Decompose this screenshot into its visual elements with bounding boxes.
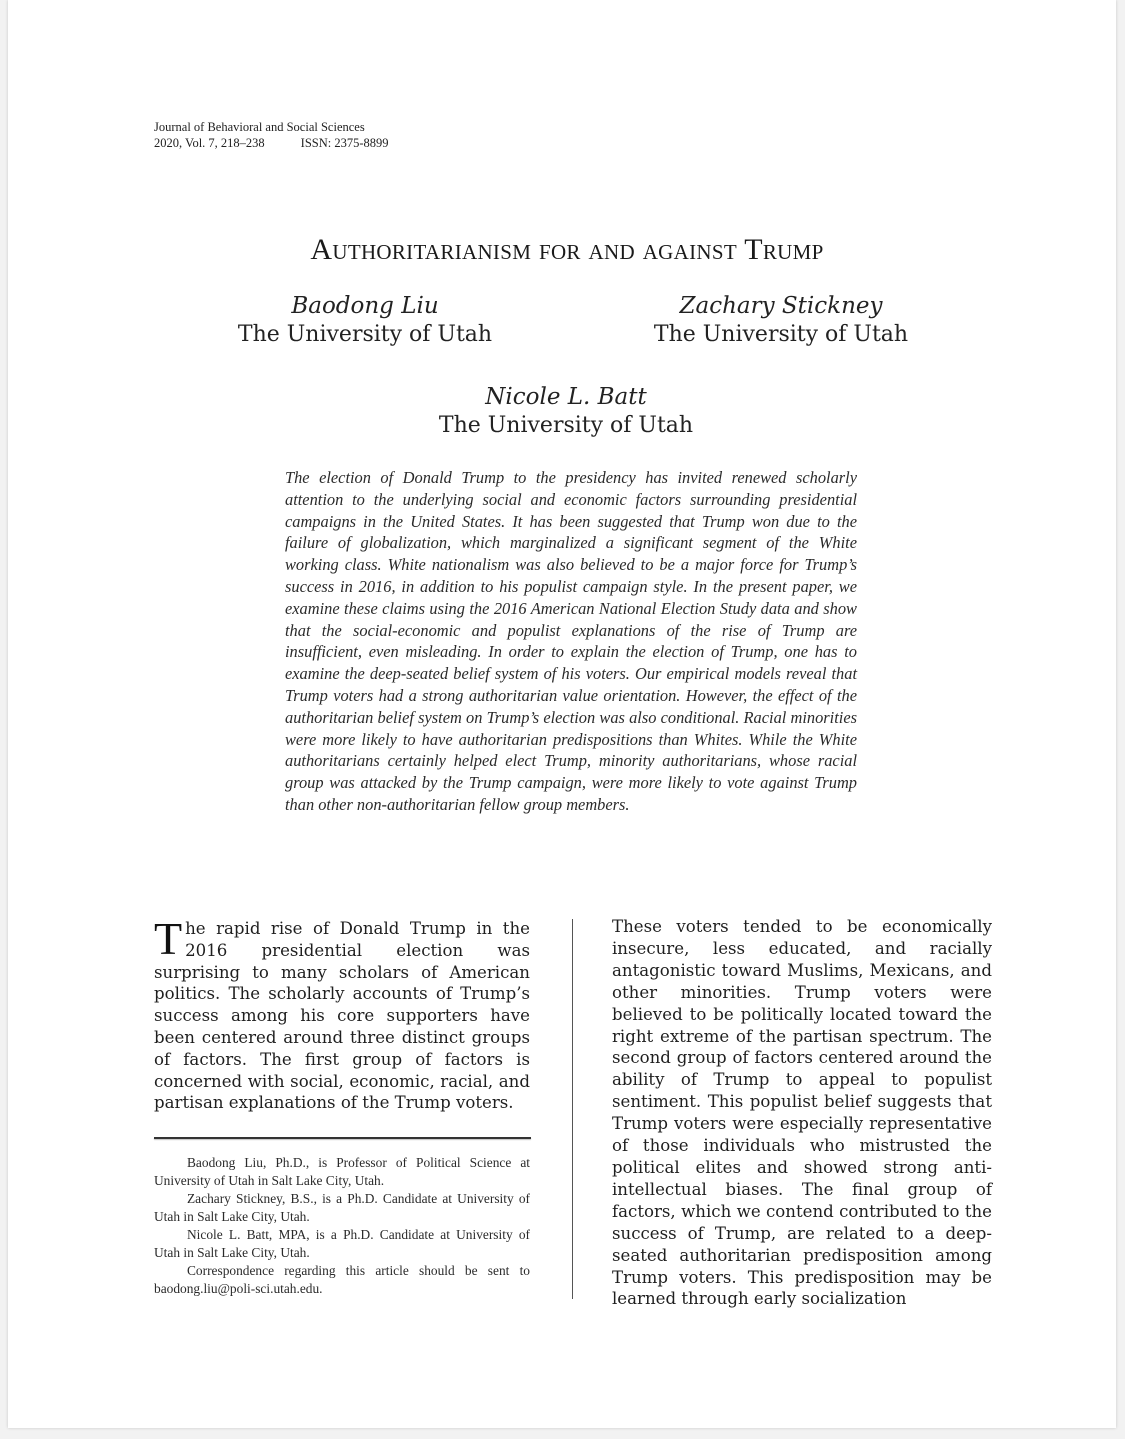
author-name: Nicole L. Batt: [485, 384, 647, 410]
footnote-item: Baodong Liu, Ph.D., is Professor of Political Science at University of Utah in Salt Lake City, Utah.: [154, 1155, 530, 1188]
journal-header: [154, 119, 389, 151]
body-right-column: [612, 916, 992, 1310]
drop-cap: T: [154, 913, 183, 964]
journal-name: Journal of Behavioral and Social Sciences: [154, 120, 365, 134]
footnote-item: Correspondence regarding this article should be sent to baodong.liu@poli-sci.utah.edu.: [154, 1263, 530, 1296]
footnotes: [154, 1154, 530, 1298]
author-affiliation: The University of Utah: [653, 322, 909, 347]
body-left-column: [154, 913, 530, 1114]
author-block-3: [421, 383, 711, 440]
journal-issn: ISSN: 2375-8899: [300, 136, 389, 150]
author-affiliation: The University of Utah: [237, 322, 493, 347]
footnote-item: Nicole L. Batt, MPA, is a Ph.D. Candidate at University of Utah in Salt Lake City, Utah.: [154, 1227, 530, 1260]
column-divider: [572, 919, 573, 1299]
journal-volume-line: [154, 135, 389, 151]
body-text-right: These voters tended to be economically insecure, less educated, and racially antagonistic toward Muslims, Mexicans, and other minorities. Trump voters were believed to be politically located toward the right extreme of the partisan spectrum. The second group of factors centered around the ability of Trump to appeal to populist sentiment. This populist belief suggests that Trump voters were especially representative of those individuals who mistrusted the political elites and showed strong anti-intellectual biases. The final group of factors, which we contend contributed to the success of Trump, are related to a deep-seated authoritarian predisposition among Trump voters. This predisposition may be learned through early socialization: [612, 917, 992, 1309]
author-name: Baodong Liu: [291, 293, 439, 319]
body-text-left: he rapid rise of Donald Trump in the 2016 presidential election was surprising to many scholars of American politics. The scholarly accounts of Trump’s success among his core supporters have been centered around three distinct groups of factors. The first group of factors is concerned with social, economic, racial, and partisan explanations of the Trump voters.: [154, 919, 530, 1113]
footnote-rule: [154, 1137, 531, 1139]
footnote-item: Zachary Stickney, B.S., is a Ph.D. Candidate at University of Utah in Salt Lake City, Utah.: [154, 1191, 530, 1224]
author-block-1: [220, 292, 510, 349]
author-block-2: [636, 292, 926, 349]
paper-title: Authoritarianism for and against Trump: [310, 233, 824, 266]
journal-volume: 2020, Vol. 7, 218–238: [154, 136, 265, 150]
abstract: The election of Donald Trump to the presidency has invited renewed scholarly attention to the underlying social and economic factors surrounding presidential campaigns in the United States. It has been suggested that Trump won due to the failure of globalization, which marginalized a significant segment of the White working class. White nationalism was also believed to be a major force for Trump’s success in 2016, in addition to his populist campaign style. In the present paper, we examine these claims using the 2016 American National Election Study data and show that the social-economic and populist explanations of the rise of Trump are insufficient, even misleading. In order to explain the election of Trump, one has to examine the deep-seated belief system of his voters. Our empirical models reveal that Trump voters had a strong authoritarian value orientation. However, the effect of the authoritarian belief system on Trump’s election was also conditional. Racial minorities were more likely to have authoritarian predispositions than Whites. While the White authoritarians certainly helped elect Trump, minority authoritarians, whose racial group was attacked by the Trump campaign, were more likely to vote against Trump than other non-authoritarian fellow group members.: [285, 468, 857, 814]
author-name: Zachary Stickney: [679, 293, 883, 319]
paper-page: [8, 0, 1116, 1428]
author-affiliation: The University of Utah: [438, 413, 694, 438]
